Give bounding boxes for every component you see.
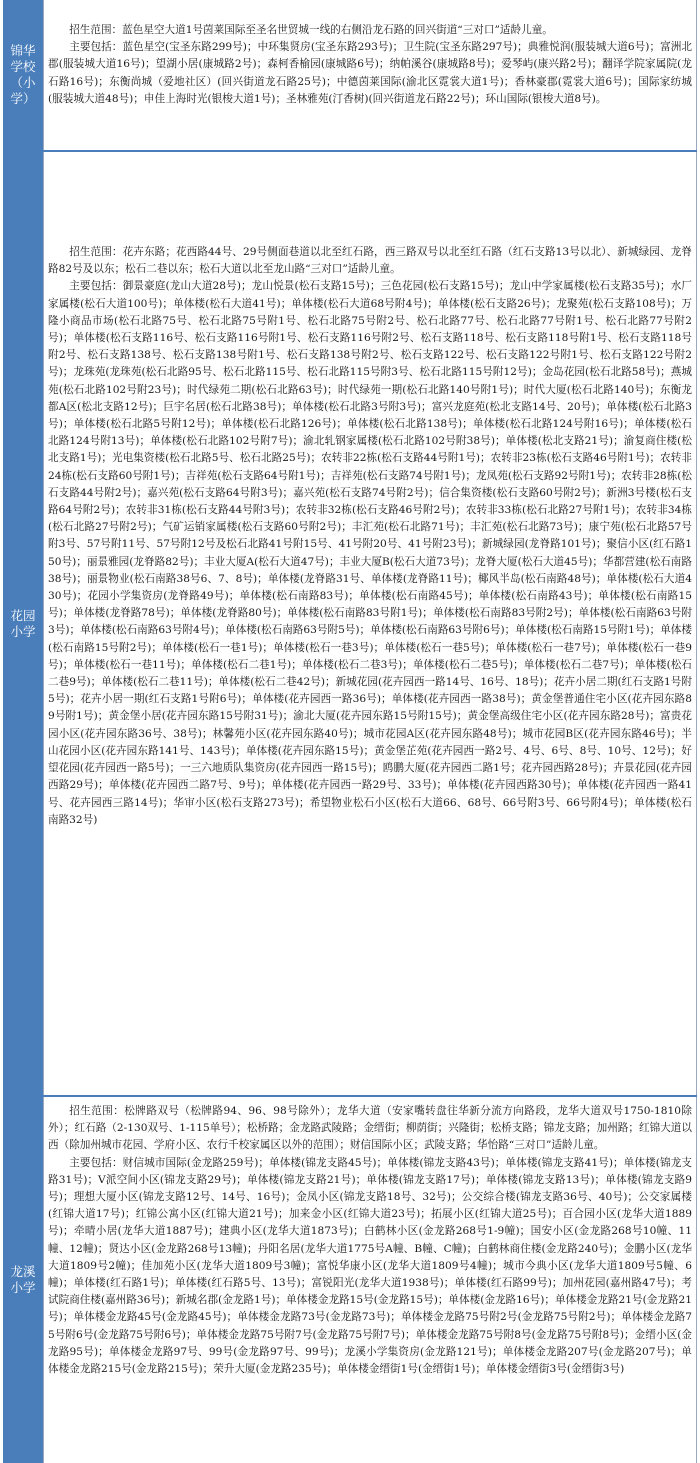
school-name: 龙溪小学 bbox=[10, 1264, 36, 1295]
school-name: 花园小学 bbox=[10, 607, 36, 639]
school-name-cell bbox=[3, 152, 43, 1095]
enrollment-scope: 招生范围：花卉东路；花西路44号、29号侧面巷道以北至红石路，西三路双号以北至红石路（红石支路13号以北）、新城绿园、龙脊路82号及以东；松石二巷以东；松石大道以北至龙山路“三对口”适龄儿童。 bbox=[48, 246, 692, 276]
enrollment-table bbox=[3, 0, 697, 1463]
included-communities: 主要包括：财信城市国际(金龙路259号)；单体楼(锦龙支路45号)；单体楼(锦龙支路43号)；单体楼(锦龙支路41号)；单体楼(锦龙支路31号)；V派空间小区(锦龙支路29号)；单体楼(锦龙支路21号)；单体楼(锦龙支路17号)；单体楼(锦龙支路13号)；单体楼(锦龙支路9号)；理想大厦小区(锦龙支路12号、14号、16号)；金凤小区(锦龙支路18号、32号)；公交综合楼(锦龙支路36号、40号)；公交家属楼(红锦大道17号)；红锦公寓小区(红锦大道21号)；加来金小区(红锦大道23号)；拓展小区(红锦大道25号)；百合园小区(龙华大道1889号)；牵晴小居(龙华大道1887号)；建典小区(龙华大道1873号)；白鹤林小区(金龙路268号1-9幢)；国安小区(金龙路268号10幢、11幢、12幢)；贤达小区(金龙路268号13幢)；丹阳名居(龙华大道1775号A幢、B幢、C幢)；白鹤林商住楼(金龙路240号)；金鹏小区(龙华大道1809号2幢)；佳加苑小区(龙华大道1809号3幢)；富悦华康小区(龙华大道1809号4幢)；城市今典小区(龙华大道1809号5幢、6幢)；单体楼(红石路1号)；单体楼(红石路5号、13号)；富锐阳光(龙华大道1938号)；单体楼(红石路99号)；加州花园(嘉州路47号)；考试院商住楼(嘉州路36号)；新城名郡(金龙路1号)；单体楼金龙路15号(金龙路15号)；单体楼(金龙路16号)；单体楼金龙路21号(金龙路21号)；单体楼金龙路45号(金龙路45号)；单体楼金龙路73号(金龙路73号)；单体楼金龙路75号附2号(金龙路75号附2号)；单体楼金龙路75号附6号(金龙路75号附6号)；单体楼金龙路75号附7号(金龙路75号附7号)；单体楼金龙路75号附8号(金龙路75号附8号)；金缙小区(金龙路95号)；单体楼金龙路97号、99号(金龙路97号、99号)；龙溪小学集资房(金龙路121号)；单体楼金龙路207号(金龙路207号)；单体楼金龙路215号(金龙路215号)；荣升大厦(金龙路235号)；单体楼金缙街1号(金缙街1号)；单体楼金缙街3号(金缙街3号) bbox=[48, 1156, 692, 1376]
included-communities: 主要包括：蓝色星空(宝圣东路299号)；中环集贤房(宝圣东路293号)；卫生院(宝圣东路297号)；典雅悦润(服装城大道6号)；富洲北郡(服装城大道16号)；望湖小居(康城路2号)；森柯香榆园(康城路6号)；纳帕溪谷(康城路8号)；爱琴屿(康兴路2号)；翻译学院家属院(龙石路16号)；东衡尚城（爱地社区）(回兴街道龙石路25号)；中德茵莱国际(渝北区霓裳大道1号)；香林豪郡(霓裳大道6号)；国际家纺城(服装城大道48号)；申佳上海时光(银梭大道1号)；圣林雅苑(汀香树)(回兴街道龙石路22号)；环山国际(银梭大道8号)。 bbox=[48, 41, 692, 105]
school-name-cell bbox=[3, 0, 43, 150]
table-row-huayuan bbox=[3, 152, 697, 1095]
table-row-jinhua bbox=[3, 0, 697, 150]
enrollment-info-cell bbox=[43, 1097, 697, 1463]
table-row-longxi bbox=[3, 1097, 697, 1463]
enrollment-scope: 招生范围：松牌路双号（松牌路94、96、98号除外）；龙华大道（安家嘴转盘往华新分流方向路段，龙华大道双号1750-1810除外）；红石路（2-130双号、1-115单号）；松桥路；金龙路武陵路；金缙街；柳荫街；兴隆街；松桥支路；锦龙支路；加州路；红锦大道以西（除加州城市花园、学府小区、农行千校家属区以外的范围）；财信国际小区；武陵支路；华怡路“三对口”适龄儿童。 bbox=[48, 1105, 692, 1152]
school-name: 锦华学校（小学） bbox=[10, 43, 36, 106]
enrollment-info-cell bbox=[43, 152, 697, 1095]
school-name-cell bbox=[3, 1097, 43, 1463]
enrollment-scope: 招生范围：蓝色星空大道1号茵莱国际至圣名世贸城一线的右侧沿龙石路的回兴街道“三对口”适龄儿童。 bbox=[69, 24, 553, 36]
included-communities: 主要包括：御景豪庭(龙山大道28号)；龙山悦景(松石支路15号)；三色花园(松石支路15号)；龙山中学家属楼(松石支路35号)；水厂家属楼(松石大道100号)；单体楼(松石大道41号)；单体楼(松石大道68号附4号)；单体楼(松石支路26号)；龙聚苑(松石支路108号)；万隆小商品市场(松石北路75号、松石北路75号附1号、松石北路75号附2号、松石北路77号、松石北路77号附1号、松石北路77号附2号)；单体楼(松石支路116号、松石支路116号附1号、松石支路116号附2号、松石支路118号、松石支路118号附1号、松石支路118号附2号、松石支路138号、松石支路138号附1号、松石支路138号附2号、松石支路122号、松石支路122号附1号、松石支路122号附2号)；龙珠苑(龙珠苑(松石北路95号、松石北路115号、松石北路115号附3号、松石北路115号附12号)；金岛花园(松石北路58号)；燕城苑(松石北路102号附23号)；时代绿苑二期(松石北路63号)；时代绿苑一期(松石北路140号附1号)；时代大厦(松石北路140号)；东衡龙都A区(松北支路12号)；巨宇名居(松石北路38号)；单体楼(松石北路3号附3号)；富兴龙庭苑(松北支路14号、20号)；单体楼(松石北路3号)；单体楼(松石北路5号附12号)；单体楼(松石北路126号)；单体楼(松石北路138号)；单体楼(松石北路124号附16号)；单体楼(松石北路124号附13号)；单体楼(松石北路102号附7号)；渝北轧钢家属楼(松石北路102号附38号)；单体楼(松北支路21号)；渝复商住楼(松北支路1号)；光电集资楼(松石北路5号、松石北路25号)；农转非22栋(松石支路44号附1号)；农转非23栋(松石支路46号附1号)；农转非24栋(松石支路60号附1号)；吉祥苑(松石支路64号附1号)；吉祥苑(松石支路74号附1号)；龙凤苑(松石支路92号附1号)；农转非28栋(松石支路44号附2号)；嘉兴苑(松石支路64号附3号)；嘉兴苑(松石支路74号附2号)；信合集资楼(松石支路60号附2号)；新洲3号楼(松石支路64号附2号)；农转非31栋(松石支路44号附3号)；农转非32栋(松石支路46号附2号)；农转非33栋(松石北路27号附1号)；农转非34栋(松石北路27号附2号)；气矿运销家属楼(松石支路60号附2号)；丰汇苑(松石北路71号)；丰汇苑(松石北路73号)；康宁苑(松石北路57号附3号、57号附11号、57号附12号及松石北路41号附15号、41号附20号、41号附23号)；新城绿园(龙脊路101号)；聚信小区(红石路150号)；丽景雅园(龙脊路82号)；丰业大厦A(松石大道47号)；丰业大厦B(松石大道73号)；龙脊大厦(松石大道45号)；华都营建(松石南路38号)；丽景物业(松石南路38号6、7、8号)；单体楼(龙脊路31号、单体楼(龙脊路11号)；椰风半岛(松石南路48号)；单体楼(松石大道430号)；花园小学集资房(龙脊路49号)；单体楼(松石南路83号)；单体楼(松石南路45号)；单体楼(松石南路43号)；单体楼(松石南路15号)；单体楼(龙脊路78号)；单体楼(龙脊路80号)；单体楼(松石南路83号附1号)；单体楼(松石南路83号附2号)；单体楼(松石南路63号附3号)；单体楼(松石南路63号附4号)；单体楼(松石南路63号附5号)；单体楼(松石南路63号附6号)；单体楼(松石南路15号附1号)；单体楼(松石南路15号附2号)；单体楼(松石一巷1号)；单体楼(松石一巷3号)；单体楼(松石一巷5号)；单体楼(松石一巷7号)；单体楼(松石一巷9号)；单体楼(松石一巷11号)；单体楼(松石二巷1号)；单体楼(松石二巷3号)；单体楼(松石二巷5号)；单体楼(松石二巷7号)；单体楼(松石二巷9号)；单体楼(松石二巷11号)；单体楼(松石二巷42号)；新城花园(花卉园西一路14号、16号、18号)；花卉小居二期(红石支路1号附5号)；花卉小居一期(红石支路1号附6号)；单体楼(花卉园西一路36号)；单体楼(花卉园西一路38号)；黄金堡普通住宅小区(花卉园东路89号附1号)；黄金堡小居(花卉园东路15号附31号)；渝北大厦(花卉园东路15号附15号)；黄金堡高级住宅小区(花卉园东路28号)；富贵花园小区(花卉园东路36号、38号)；林馨苑小区(花卉园东路40号)；城市花园A区(花卉园东路48号)；城市花园B区(花卉园东路46号)；半山花园小区(花卉园东路141号、143号)；单体楼(花卉园东路15号)；黄金堡芷苑(花卉园西一路2号、4号、6号、8号、10号、12号)；好望花园(花卉园西一路5号)；一三六地质队集资房(花卉园西一路15号)；鸥鹏大厦(花卉园西二路1号；花卉园西路28号)；卉景花园(花卉园西路29号)；单体楼(花卉园西二路7号、9号)；单体楼(花卉园西一路29号、33号)；单体楼(花卉园西路30号)；单体楼(花卉园西一路41号、花卉园西三路14号)；华审小区(松石支路273号)；希望物业松石小区(松石大道66、68号、66号附3号、66号附4号)；单体楼(松石南路32号) bbox=[48, 280, 692, 826]
enrollment-info-cell bbox=[43, 0, 697, 150]
